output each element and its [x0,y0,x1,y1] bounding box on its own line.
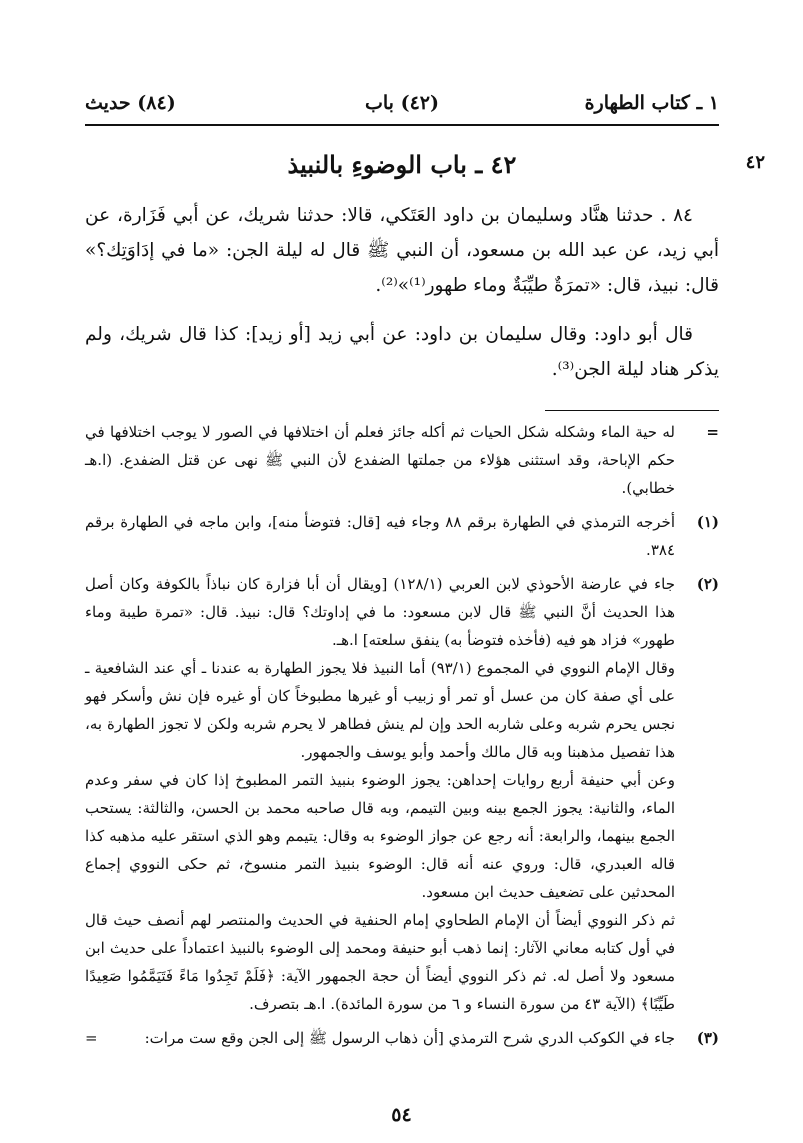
header-book-title: ١ ـ كتاب الطهارة [584,92,719,114]
footnote-2 [85,570,719,1018]
footnote-text: جاء في الكوكب الدري شرح الترمذي [أن ذهاب الرسول ﷺ إلى الجن وقع ست مرات: [144,1029,675,1047]
footnote-3 [85,1024,719,1052]
footnote-text: وعن أبي حنيفة أربع روايات إحداهن: يجوز الوضوء بنبيذ التمر المطبوخ إذا كان في سفر وعدم الماء، والثانية: يجوز الجمع بينه وبين التيمم، وبه قال صاحبه محمد بن الحسن، والثالثة: يستحب الجمع بينهما، والرابعة: أنه رجع عن جواز الوضوء به وقال: يتيمم وهو الذي استقر عليه مذهبه كذا قاله العبدري، قال: وروي عنه أنه قال: الوضوء بنبيذ التمر منسوخ، ثم حكى النووي إجماع المحدثين على تضعيف حديث ابن مسعود. [85,771,675,901]
page-number: ٥٤ [391,1104,412,1126]
footnote-text: له حية الماء وشكله شكل الحيات ثم أكله جائز فعلم أن اختلافها في الصور لا يوجب اختلافها في حكم الإباحة، وقد استثنى هؤلاء من جملتها الضفدع لأن النبي ﷺ نهى عن قتل الضفدع. (ا.هـ خطابي). [85,423,675,497]
header-chapter: (٤٢) باب [365,92,439,114]
header-hadith-number: (٨٤) حديث [85,92,176,114]
chapter-title: ٤٢ ـ باب الوضوءِ بالنبيذ [287,150,517,179]
hadith-paragraph: ٨٤ . حدثنا هنَّاد وسليمان بن داود العَتَكي، قالا: حدثنا شريك، عن أبي فَزَارة، عن أبي زيد، عن عبد الله بن مسعود، أن النبي ﷺ قال له ليلة الجن: «ما في إدَاوَتِك؟» قال: نبيذ، قال: «تمرَةٌ طيِّبَةٌ وماء طهور⁽¹⁾»⁽²⁾. [85,205,719,296]
footnotes [85,418,719,1058]
commentary-paragraph: قال أبو داود: وقال سليمان بن داود: عن أبي زيد [أو زيد]: كذا قال شريك، ولم يذكر هناد ليلة الجن⁽³⁾. [85,324,719,380]
header-rule [85,124,719,126]
footnote-text: أخرجه الترمذي في الطهارة برقم ٨٨ وجاء فيه [قال: فتوضأ منه]، وابن ماجه في الطهارة برقم ٣٨٤. [85,513,675,559]
footnote-continued [85,418,719,502]
footnote-mark: (١) [696,513,719,531]
main-text [85,198,719,401]
footnote-text: جاء في عارضة الأحوذي لابن العربي (١٢٨/١) [ويقال أن أبا فزارة كان نباذاً بالكوفة وكان أصل هذا الحديث أنَّ النبي ﷺ قال لابن مسعود: ما في إداوتك؟ قال: نبيذ. قال: «تمرة طيبة وماء طهور» فزاد هو فيه (فأخذه فتوضأ به) ينفق سلعته] ا.هـ. [85,575,676,649]
footnote-1 [85,508,719,564]
footnote-mark: (٣) [696,1029,719,1047]
margin-chapter-number: ٤٢ [745,152,765,173]
footnote-text: ثم ذكر النووي أيضاً أن الإمام الطحاوي إمام الحنفية في الحديث والمنتصر لهم أنصف حيث قال في أول كتابه معاني الآثار: إنما ذهب أبو حنيفة ومحمد إلى الوضوء بالنبيذ اعتماداً على حديث ابن مسعود ولا أصل له. ثم ذكر النووي أيضاً أن حجة الجمهور الآية: ﴿فَلَمْ تَجِدُوا مَاءً فَتَيَمَّمُوا صَعِيدًا طَيِّبًا﴾ (الآية ٤٣ من سورة النساء و ٦ من سورة المائدة). ا.هـ بتصرف. [85,911,675,1013]
footnote-mark: = [706,423,719,441]
footnote-text: وقال الإمام النووي في المجموع (٩٣/١) أما النبيذ فلا يجوز الطهارة به عندنا ـ أي عند الشافعية ـ على أي صفة كان من عسل أو تمر أو زبيب أو غيرها مطبوخاً كان أو غيره فإن نش وأسكر فهو نجس يحرم شربه وعلى شاربه الحد وإن لم ينش فطاهر لا يحرم شربه ولكن لا تجوز الطهارة به، هذا تفصيل مذهبنا وبه قال مالك وأحمد وأبو يوسف والجمهور. [85,659,675,761]
footnote-mark: (٢) [696,575,719,593]
footnote-separator [545,410,719,411]
running-header [85,92,719,122]
continuation-mark: = [85,1029,98,1047]
